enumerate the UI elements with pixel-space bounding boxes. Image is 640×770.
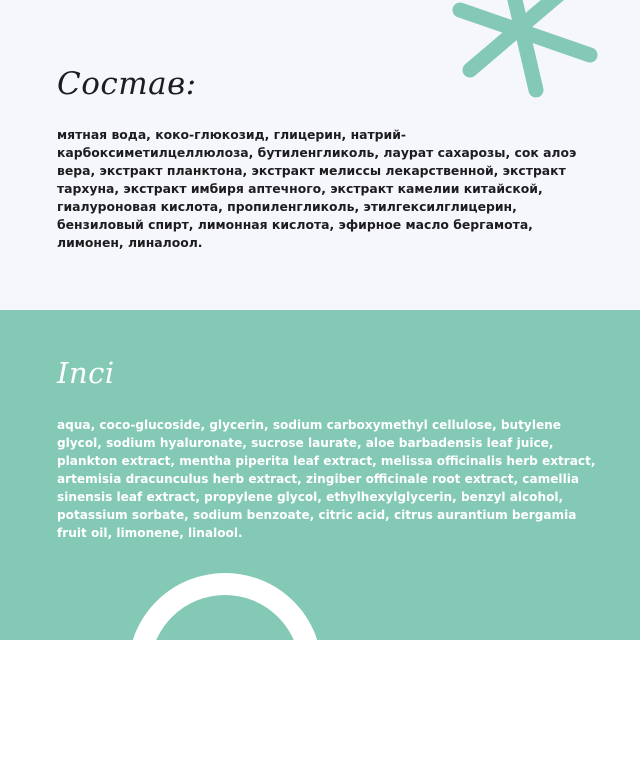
composition-section bbox=[0, 0, 640, 310]
inci-text: aqua, coco-glucoside, glycerin, sodium carboxymethyl cellulose, butylene glycol, sodium hyaluronate, sucrose laurate, aloe barbadensis leaf juice, plankton extract, mentha piperita leaf extract, melissa officinalis herb extract, artemisia dracunculus herb extract, zingiber officinale root extract, camellia sinensis leaf extract, propylene glycol, ethylhexylglycerin, benzyl alcohol, potassium sorbate, sodium benzoate, citric acid, citrus aurantium bergamia fruit oil, limonene, linalool. bbox=[57, 418, 596, 540]
ring-circle-icon bbox=[125, 570, 325, 770]
inci-heading: Inci bbox=[57, 356, 115, 390]
asterisk-star-icon bbox=[450, 0, 610, 120]
composition-heading: Состав: bbox=[57, 66, 197, 102]
composition-text: мятная вода, коко-глюкозид, глицерин, натрий-карбоксиметилцеллюлоза, бутиленгликоль, лаурат сахарозы, сок алоэ вера, экстракт планктона, экстракт мелиссы лекарственной, экстракт тархуна, экстракт имбиря аптечного, экстракт камелии китайской, гиалуроновая кислота, пропиленгликоль, этилгексилглицерин, бензиловый спирт, лимонная кислота, эфирное масло бергамота, лимонен, линалоол. bbox=[57, 127, 577, 250]
